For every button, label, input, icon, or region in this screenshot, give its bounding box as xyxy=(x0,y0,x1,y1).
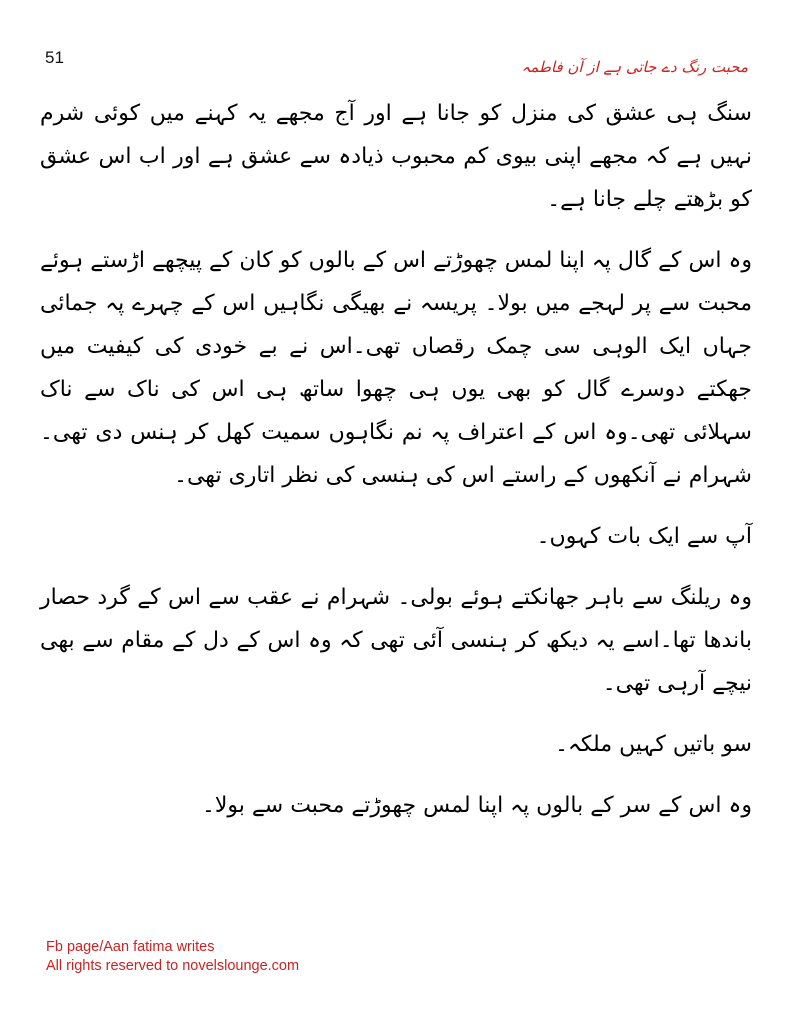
header-title: محبت رنگ دے جاتی ہے از آن فاطمہ xyxy=(521,58,748,76)
paragraph: سنگ ہی عشق کی منزل کو جانا ہے اور آج مجھے یہ کہنے میں کوئی شرم نہیں ہے کہ مجھے اپنی بیوی کم محبوب ذیادہ سے عشق ہے اور اب اس عشق کو بڑھتے چلے جانا ہے۔ xyxy=(40,101,752,212)
paragraph: وہ ریلنگ سے باہر جھانکتے ہوئے بولی۔ شہرام نے عقب سے اس کے گرد حصار باندھا تھا۔اسے یہ دیکھ کر ہنسی آئی تھی کہ وہ اس کے دل کے مقام سے بھی نیچے آرہی تھی۔ xyxy=(40,585,752,696)
paragraph: وہ اس کے سر کے بالوں پہ اپنا لمس چھوڑتے محبت سے بولا۔ xyxy=(201,793,752,818)
page-number: 51 xyxy=(45,48,64,67)
footer-rights: All rights reserved to novelslounge.com xyxy=(46,958,300,974)
body-text xyxy=(40,92,752,845)
paragraph: آپ سے ایک بات کہوں۔ xyxy=(536,524,752,549)
paragraph: سو باتیں کہیں ملکہ۔ xyxy=(555,732,752,757)
footer xyxy=(46,938,299,976)
footer-fb-page: Fb page/Aan fatima writes xyxy=(46,939,215,955)
paragraph: وہ اس کے گال پہ اپنا لمس چھوڑتے اس کے بالوں کو کان کے پیچھے اڑستے ہوئے محبت سے پر لہجے میں بولا۔ پریسہ نے بھیگی نگاہیں اس کے چہرے پہ جمائی جہاں ایک الوہی سی چمک رقصاں تھی۔اس نے بے خودی کی کیفیت میں جھکتے دوسرے گال کو بھی یوں ہی چھوا ساتھ ہی اس کی ناک سے ناک سہلائی تھی۔وہ اس کے اعتراف پہ نم نگاہوں سمیت کھل کر ہنس دی تھی۔ شہرام نے آنکھوں کے راستے اس کی ہنسی کی نظر اتاری تھی۔ xyxy=(40,248,752,488)
